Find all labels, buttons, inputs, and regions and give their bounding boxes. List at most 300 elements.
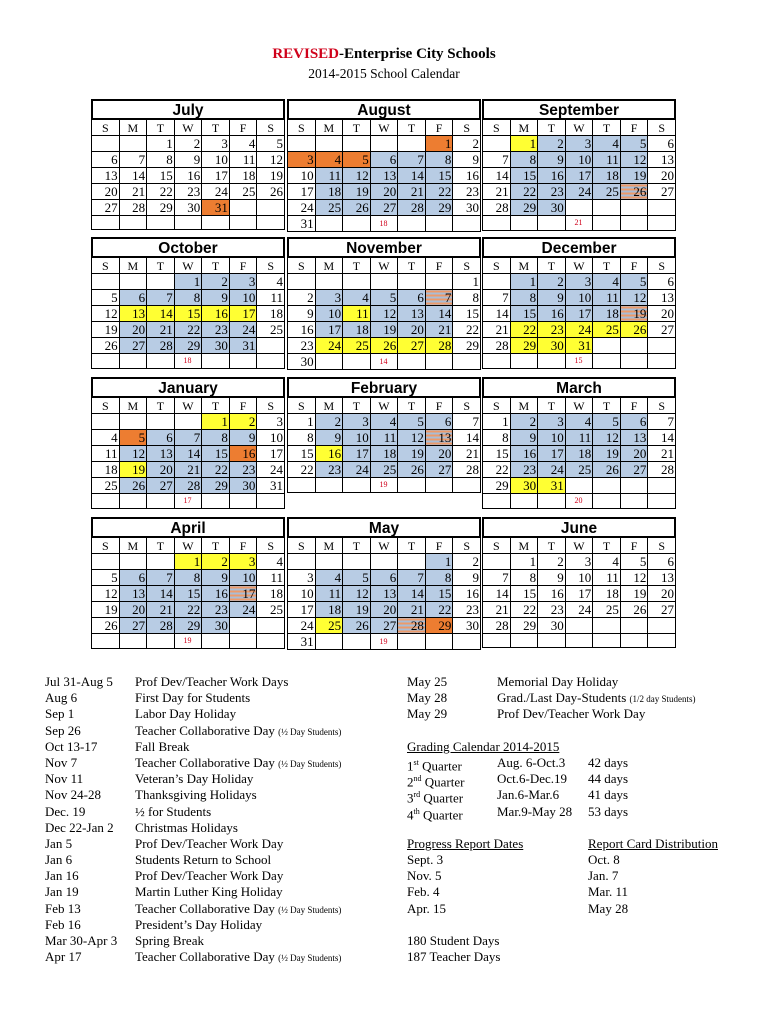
weekday-header: T — [593, 258, 621, 274]
key-event-row — [45, 933, 395, 949]
day-cell: 9 — [453, 570, 481, 586]
day-cell: 25 — [565, 462, 593, 478]
weekday-header: S — [648, 538, 676, 554]
day-cell: 3 — [202, 136, 230, 152]
day-cell: 6 — [119, 570, 147, 586]
student-day-count: 18 — [174, 354, 202, 369]
day-cell: 19 — [343, 184, 371, 200]
weekday-header: S — [92, 538, 120, 554]
event-description — [135, 949, 341, 966]
day-cell: 27 — [147, 478, 175, 494]
day-cell: 13 — [370, 168, 398, 184]
day-cell: 28 — [119, 200, 147, 216]
key-event-row — [407, 706, 747, 722]
progress-report-date: Feb. 4 — [407, 884, 440, 900]
day-cell: 6 — [147, 430, 175, 446]
empty-cell — [620, 478, 648, 494]
day-cell: 20 — [119, 322, 147, 338]
empty-cell — [147, 274, 175, 290]
day-cell: 23 — [202, 602, 230, 618]
day-cell: 14 — [174, 446, 202, 462]
day-cell: 29 — [174, 338, 202, 354]
day-cell: 11 — [593, 290, 621, 306]
day-cell: 27 — [648, 184, 676, 200]
empty-cell — [288, 136, 316, 152]
empty-cell — [538, 354, 566, 369]
event-text: Teacher Collaborative Day — [135, 949, 275, 965]
teacher-days-total: 187 Teacher Days — [407, 949, 501, 965]
weekday-header: M — [119, 398, 147, 414]
day-cell: 10 — [257, 430, 285, 446]
day-cell: 15 — [425, 168, 453, 184]
day-cell: 2 — [174, 136, 202, 152]
day-cell: 13 — [398, 306, 426, 322]
day-cell: 22 — [453, 322, 481, 338]
day-cell: 11 — [565, 430, 593, 446]
empty-cell — [370, 136, 398, 152]
day-cell: 8 — [288, 430, 316, 446]
day-cell: 5 — [370, 290, 398, 306]
empty-cell — [147, 216, 175, 230]
empty-cell — [288, 554, 316, 570]
day-cell: 11 — [343, 306, 371, 322]
empty-cell — [425, 634, 453, 650]
weekday-header: F — [229, 258, 257, 274]
day-cell: 18 — [593, 306, 621, 322]
day-cell: 23 — [315, 462, 343, 478]
event-text: Fall Break — [135, 738, 190, 754]
day-cell: 7 — [147, 570, 175, 586]
day-cell: 4 — [370, 414, 398, 430]
empty-cell — [119, 216, 147, 230]
day-cell: 30 — [288, 354, 316, 370]
day-cell: 29 — [174, 618, 202, 634]
empty-cell — [92, 494, 120, 509]
empty-cell — [257, 618, 285, 634]
day-cell: 15 — [147, 168, 175, 184]
key-event-row — [45, 836, 395, 852]
day-cell: 10 — [315, 306, 343, 322]
weekday-header: T — [202, 538, 230, 554]
empty-cell — [483, 274, 511, 290]
weekday-header: W — [565, 258, 593, 274]
day-cell: 10 — [565, 152, 593, 168]
day-cell: 23 — [510, 462, 538, 478]
day-cell: 17 — [565, 168, 593, 184]
day-cell: 17 — [229, 306, 257, 322]
weekday-header: M — [315, 398, 343, 414]
report-date-row — [407, 884, 747, 900]
event-text: Martin Luther King Holiday — [135, 884, 283, 900]
day-cell: 30 — [453, 618, 481, 634]
day-cell: 3 — [343, 414, 371, 430]
empty-cell — [453, 354, 481, 370]
month-name: March — [482, 377, 676, 397]
day-cell: 19 — [620, 306, 648, 322]
day-cell: 16 — [288, 322, 316, 338]
empty-cell — [174, 414, 202, 430]
weekday-header: T — [202, 258, 230, 274]
day-cell: 1 — [202, 414, 230, 430]
event-date: Nov 11 — [45, 771, 84, 787]
day-cell: 25 — [315, 200, 343, 216]
empty-cell — [229, 618, 257, 634]
day-cell: 2 — [453, 136, 481, 152]
day-cell: 17 — [229, 586, 257, 602]
day-cell: 8 — [425, 570, 453, 586]
day-cell: 24 — [229, 322, 257, 338]
weekday-header: S — [453, 120, 481, 136]
empty-cell — [315, 478, 343, 493]
day-cell: 9 — [202, 570, 230, 586]
day-cell: 12 — [119, 446, 147, 462]
day-cell: 20 — [425, 446, 453, 462]
day-cell: 17 — [343, 446, 371, 462]
progress-report-date: Nov. 5 — [407, 868, 442, 884]
month-november — [287, 237, 481, 370]
event-text: Veteran’s Day Holiday — [135, 771, 254, 787]
empty-cell — [620, 200, 648, 216]
event-description — [497, 690, 696, 707]
weekday-header: W — [565, 120, 593, 136]
student-day-count — [174, 216, 202, 230]
day-cell: 25 — [257, 602, 285, 618]
day-cell: 5 — [92, 570, 120, 586]
empty-cell — [538, 216, 566, 231]
empty-cell — [119, 554, 147, 570]
empty-cell — [315, 634, 343, 650]
empty-cell — [510, 216, 538, 231]
empty-cell — [398, 216, 426, 232]
day-cell: 22 — [425, 184, 453, 200]
day-cell: 13 — [425, 430, 453, 446]
day-cell: 20 — [620, 446, 648, 462]
empty-cell — [425, 274, 453, 290]
student-day-count: 19 — [370, 634, 398, 650]
empty-cell — [593, 634, 621, 648]
day-cell: 21 — [174, 462, 202, 478]
day-cell: 26 — [92, 618, 120, 634]
event-description — [135, 917, 262, 934]
event-text: Christmas Holidays — [135, 819, 238, 835]
weekday-header: T — [147, 120, 175, 136]
report-card-heading: Report Card Distribution — [588, 835, 718, 851]
weekday-header: M — [510, 538, 538, 554]
empty-cell — [648, 634, 676, 648]
day-cell: 17 — [257, 446, 285, 462]
empty-cell — [119, 494, 147, 509]
event-date: Aug 6 — [45, 690, 78, 706]
day-cell: 28 — [425, 338, 453, 354]
day-cell: 30 — [538, 200, 566, 216]
day-cell: 25 — [257, 322, 285, 338]
day-cell: 28 — [483, 338, 511, 354]
month-table — [482, 397, 676, 509]
key-event-row — [45, 771, 395, 787]
empty-cell — [565, 478, 593, 494]
empty-cell — [398, 634, 426, 650]
day-cell: 26 — [119, 478, 147, 494]
event-date: May 25 — [407, 674, 448, 689]
month-table — [287, 119, 481, 232]
event-description — [135, 852, 271, 869]
day-cell: 16 — [510, 446, 538, 462]
empty-cell — [229, 354, 257, 369]
day-cell: 16 — [229, 446, 257, 462]
empty-cell — [483, 554, 511, 570]
day-cell: 12 — [343, 168, 371, 184]
day-cell: 26 — [343, 618, 371, 634]
empty-cell — [398, 354, 426, 370]
day-cell: 13 — [620, 430, 648, 446]
quarter-label: 3rd Quarter — [407, 790, 464, 806]
day-cell: 25 — [343, 338, 371, 354]
day-cell: 2 — [202, 274, 230, 290]
empty-cell — [483, 354, 511, 369]
student-days-total: 180 Student Days — [407, 933, 500, 948]
empty-cell — [229, 200, 257, 216]
empty-cell — [648, 338, 676, 354]
day-cell: 9 — [288, 306, 316, 322]
weekday-header: S — [648, 398, 676, 414]
day-cell: 19 — [620, 586, 648, 602]
day-cell: 5 — [257, 136, 285, 152]
event-text: ½ for Students — [135, 803, 212, 819]
month-name: October — [91, 237, 285, 257]
day-cell: 17 — [565, 306, 593, 322]
day-cell: 23 — [538, 602, 566, 618]
event-note: (½ Day Students) — [278, 953, 342, 964]
empty-cell — [648, 200, 676, 216]
day-cell: 10 — [343, 430, 371, 446]
weekday-header: S — [483, 258, 511, 274]
event-note: (1/2 day Students) — [629, 694, 696, 705]
quarter-range: Aug. 6-Oct.3 — [497, 754, 566, 770]
empty-cell — [648, 354, 676, 369]
day-cell: 30 — [202, 618, 230, 634]
day-cell: 3 — [229, 274, 257, 290]
empty-cell — [288, 274, 316, 290]
student-day-count: 15 — [565, 354, 593, 369]
empty-cell — [510, 634, 538, 648]
day-cell: 22 — [510, 602, 538, 618]
day-cell: 24 — [257, 462, 285, 478]
month-name: June — [482, 517, 676, 537]
empty-cell — [343, 354, 371, 370]
event-text: Labor Day Holiday — [135, 706, 237, 722]
day-cell: 5 — [343, 152, 371, 168]
day-cell: 5 — [343, 570, 371, 586]
key-event-row — [45, 690, 395, 706]
day-cell: 12 — [343, 586, 371, 602]
day-cell: 24 — [288, 618, 316, 634]
weekday-header: F — [229, 120, 257, 136]
month-table — [91, 257, 285, 369]
empty-cell — [92, 216, 120, 230]
empty-cell — [147, 554, 175, 570]
day-cell: 16 — [453, 168, 481, 184]
event-date: Jan 16 — [45, 868, 79, 884]
event-text: Prof Dev/Teacher Work Day — [135, 835, 284, 851]
day-cell: 14 — [398, 168, 426, 184]
day-cell: 19 — [593, 446, 621, 462]
empty-cell — [202, 634, 230, 649]
event-description — [135, 723, 341, 740]
weekday-header: F — [620, 538, 648, 554]
day-cell: 11 — [593, 570, 621, 586]
month-name: September — [482, 99, 676, 119]
day-cell: 19 — [119, 462, 147, 478]
quarter-range: Jan.6-Mar.6 — [497, 787, 560, 803]
event-note: (½ Day Students) — [278, 726, 342, 737]
day-cell: 1 — [174, 554, 202, 570]
month-name: November — [287, 237, 481, 257]
day-cell: 15 — [483, 446, 511, 462]
event-note: (½ Day Students) — [278, 904, 342, 915]
day-cell: 28 — [648, 462, 676, 478]
empty-cell — [398, 554, 426, 570]
calendar-subtitle: 2014-2015 School Calendar — [308, 66, 460, 81]
empty-cell — [119, 414, 147, 430]
event-text: Memorial Day Holiday — [497, 674, 619, 689]
day-cell: 18 — [257, 306, 285, 322]
empty-cell — [593, 478, 621, 494]
weekday-header: T — [202, 120, 230, 136]
month-name: December — [482, 237, 676, 257]
day-cell: 30 — [510, 478, 538, 494]
month-name: August — [287, 99, 481, 119]
day-cell: 26 — [593, 462, 621, 478]
day-cell: 25 — [593, 184, 621, 200]
day-cell: 22 — [483, 462, 511, 478]
day-cell: 1 — [510, 274, 538, 290]
day-cell: 24 — [343, 462, 371, 478]
day-cell: 4 — [92, 430, 120, 446]
report-card-date: May 28 — [588, 900, 629, 916]
day-cell: 1 — [425, 554, 453, 570]
day-cell: 20 — [648, 586, 676, 602]
day-cell: 7 — [483, 570, 511, 586]
event-text: Teacher Collaborative Day — [135, 900, 275, 916]
day-cell: 16 — [453, 586, 481, 602]
day-cell: 18 — [257, 586, 285, 602]
empty-cell — [453, 478, 481, 493]
day-cell: 28 — [398, 200, 426, 216]
empty-cell — [565, 200, 593, 216]
weekday-header: W — [370, 538, 398, 554]
day-cell: 13 — [648, 152, 676, 168]
day-cell: 29 — [483, 478, 511, 494]
event-text: Teacher Collaborative Day — [135, 722, 275, 738]
empty-cell — [510, 494, 538, 509]
day-cell: 17 — [202, 168, 230, 184]
empty-cell — [538, 494, 566, 509]
event-text: Teacher Collaborative Day — [135, 754, 275, 770]
quarter-days: 53 days — [588, 803, 629, 819]
key-event-row — [407, 690, 747, 706]
day-cell: 20 — [119, 602, 147, 618]
day-cell: 20 — [648, 168, 676, 184]
month-december — [482, 237, 676, 369]
report-card-date: Mar. 11 — [588, 884, 628, 900]
day-cell: 7 — [398, 152, 426, 168]
day-cell: 13 — [119, 586, 147, 602]
day-cell: 13 — [92, 168, 120, 184]
day-cell: 7 — [398, 570, 426, 586]
event-text: Prof Dev/Teacher Work Day — [135, 868, 284, 884]
day-cell: 27 — [370, 618, 398, 634]
day-cell: 26 — [370, 338, 398, 354]
day-cell: 2 — [453, 554, 481, 570]
day-cell: 29 — [510, 618, 538, 634]
weekday-header: S — [257, 258, 285, 274]
day-cell: 30 — [538, 618, 566, 634]
quarter-days: 44 days — [588, 771, 629, 787]
month-october — [91, 237, 285, 369]
day-cell: 25 — [315, 618, 343, 634]
day-cell: 18 — [593, 586, 621, 602]
day-cell: 26 — [92, 338, 120, 354]
student-day-count: 17 — [174, 494, 202, 509]
weekday-header: T — [147, 258, 175, 274]
empty-cell — [257, 634, 285, 649]
empty-cell — [620, 618, 648, 634]
student-day-count: 21 — [565, 216, 593, 231]
day-cell: 15 — [174, 306, 202, 322]
empty-cell — [92, 554, 120, 570]
day-cell: 13 — [147, 446, 175, 462]
month-may — [287, 517, 481, 650]
day-cell: 4 — [593, 136, 621, 152]
key-event-row — [45, 739, 395, 755]
day-cell: 1 — [483, 414, 511, 430]
day-cell: 15 — [510, 306, 538, 322]
empty-cell — [343, 274, 371, 290]
weekday-header: S — [257, 120, 285, 136]
event-description — [135, 787, 257, 804]
day-cell: 12 — [257, 152, 285, 168]
month-table — [482, 257, 676, 369]
empty-cell — [315, 354, 343, 370]
day-cell: 14 — [147, 306, 175, 322]
empty-cell — [229, 634, 257, 649]
day-cell: 19 — [92, 602, 120, 618]
day-cell: 19 — [398, 446, 426, 462]
empty-cell — [92, 414, 120, 430]
day-cell: 7 — [425, 290, 453, 306]
day-cell: 6 — [92, 152, 120, 168]
day-cell: 3 — [565, 554, 593, 570]
day-cell: 18 — [565, 446, 593, 462]
empty-cell — [425, 478, 453, 493]
day-cell: 15 — [510, 586, 538, 602]
day-cell: 13 — [648, 570, 676, 586]
key-event-row — [45, 884, 395, 900]
weekday-header: S — [92, 258, 120, 274]
weekday-header: S — [453, 258, 481, 274]
empty-cell — [483, 216, 511, 231]
day-cell: 2 — [510, 414, 538, 430]
empty-cell — [565, 618, 593, 634]
day-cell: 9 — [202, 290, 230, 306]
empty-cell — [315, 136, 343, 152]
key-events-list — [45, 674, 395, 965]
day-cell: 12 — [620, 152, 648, 168]
day-cell: 3 — [288, 570, 316, 586]
day-cell: 7 — [147, 290, 175, 306]
weekday-header: F — [425, 258, 453, 274]
day-cell: 26 — [620, 184, 648, 200]
